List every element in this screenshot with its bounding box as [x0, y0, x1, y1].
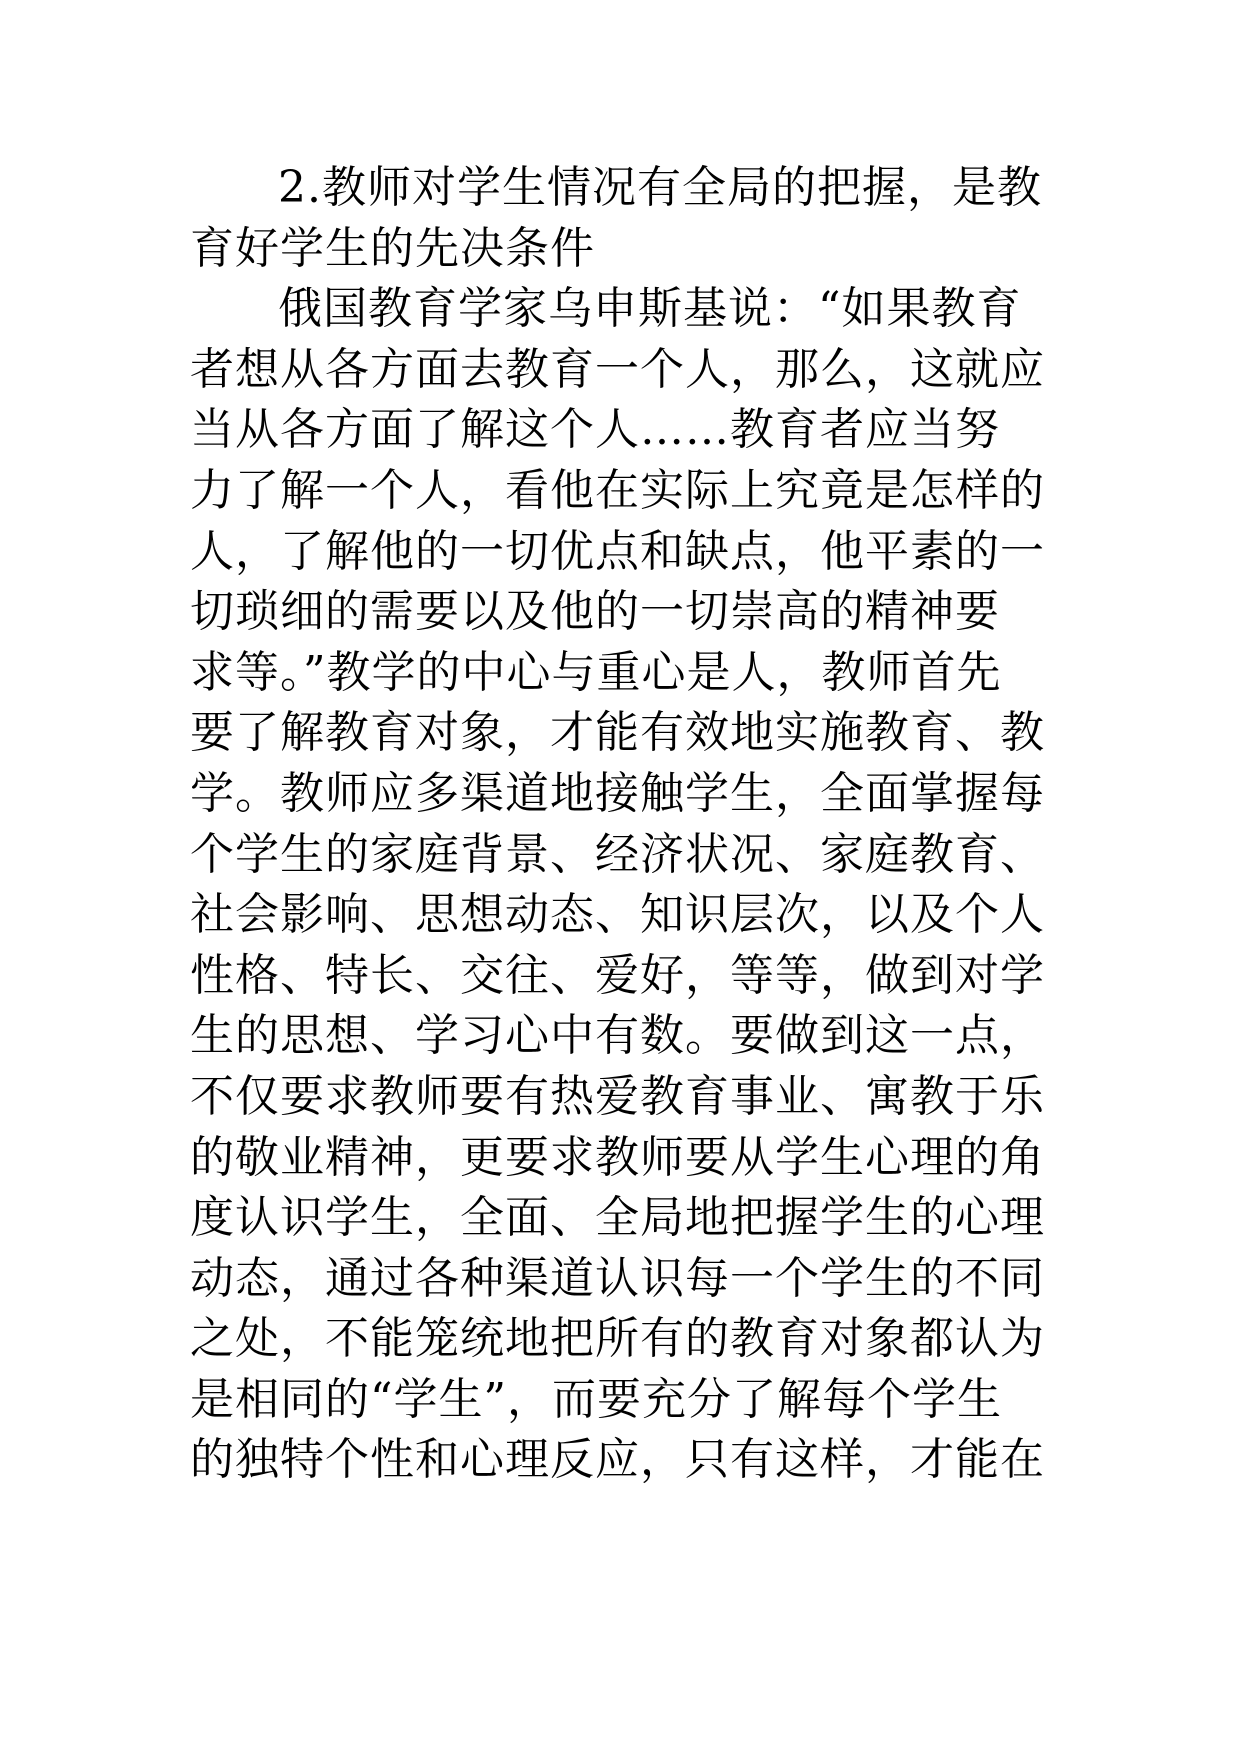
- paragraph-line: 社会影响、思想动态、知识层次，以及个人: [190, 889, 1045, 941]
- paragraph-line: 求等。”教学的中心与重心是人，教师首先: [190, 646, 1002, 698]
- heading-line-1: 2.教师对学生情况有全局的把握，是教: [278, 162, 1042, 213]
- paragraph-line: 当从各方面了解这个人……教育者应当努: [190, 404, 1000, 456]
- heading-line-2: 育好学生的先决条件: [190, 222, 595, 274]
- paragraph-line: 切琐细的需要以及他的一切崇高的精神要: [190, 586, 1000, 638]
- paragraph-line: 不仅要求教师要有热爱教育事业、寓教于乐: [190, 1070, 1045, 1122]
- paragraph-line: 俄国教育学家乌申斯基说：“如果教育: [278, 283, 1022, 335]
- paragraph-line: 是相同的“学生”，而要充分了解每个学生: [190, 1373, 1002, 1425]
- paragraph-line: 的独特个性和心理反应，只有这样，才能在: [190, 1434, 1045, 1486]
- paragraph-line: 生的思想、学习心中有数。要做到这一点，: [190, 1010, 1045, 1062]
- paragraph-line: 学。教师应多渠道地接触学生，全面掌握每: [190, 767, 1045, 819]
- body-text: [190, 158, 1090, 1491]
- paragraph-line: 个学生的家庭背景、经济状况、家庭教育、: [190, 828, 1045, 880]
- paragraph-line: 性格、特长、交往、爱好，等等，做到对学: [190, 949, 1045, 1001]
- paragraph-line: 力了解一个人，看他在实际上究竟是怎样的: [190, 464, 1045, 516]
- paragraph-line: 之处，不能笼统地把所有的教育对象都认为: [190, 1313, 1045, 1365]
- paragraph-line: 的敬业精神，更要求教师要从学生心理的角: [190, 1131, 1045, 1183]
- paragraph-line: 人，了解他的一切优点和缺点，他平素的一: [190, 525, 1045, 577]
- paragraph-line: 度认识学生，全面、全局地把握学生的心理: [190, 1192, 1045, 1244]
- paragraph-line: 要了解教育对象，才能有效地实施教育、教: [190, 707, 1045, 759]
- paragraph-line: 动态，通过各种渠道认识每一个学生的不同: [190, 1252, 1045, 1304]
- paragraph-line: 者想从各方面去教育一个人，那么，这就应: [190, 343, 1045, 395]
